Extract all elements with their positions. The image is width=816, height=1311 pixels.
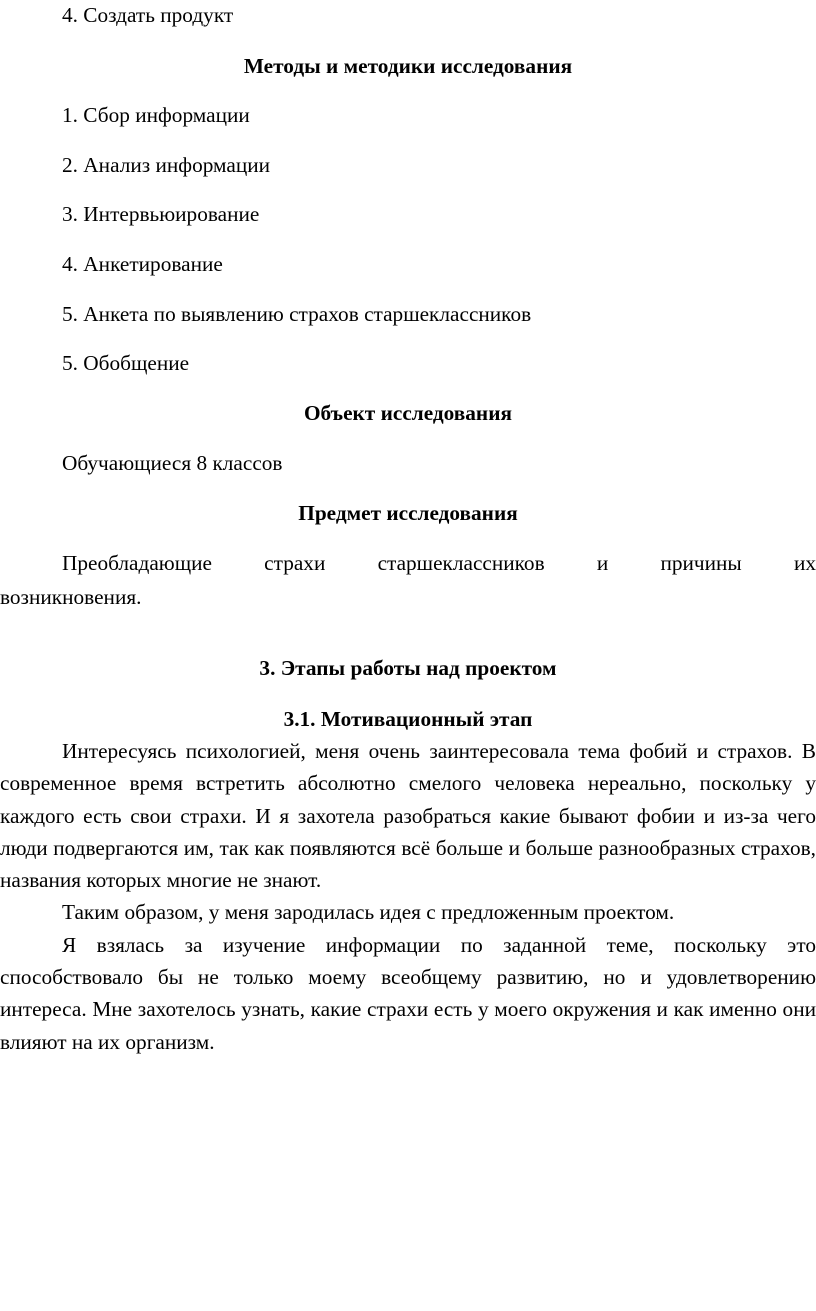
methods-item-5: 5. Анкета по выявлению страхов старшеклассников [62,302,532,326]
paragraph-motivation-2: Таким образом, у меня зародилась идея с предложенным проектом. [62,900,675,925]
section-3-1-heading: 3.1. Мотивационный этап [283,707,533,731]
object-text: Обучающиеся 8 классов [62,451,283,475]
goal-item-4: 4. Создать продукт [62,3,234,27]
methods-heading: Методы и методики исследования [243,54,573,78]
methods-item-1: 1. Сбор информации [62,103,250,127]
methods-item-6: 5. Обобщение [62,351,190,375]
methods-item-2: 2. Анализ информации [62,153,271,177]
object-heading: Объект исследования [303,401,512,425]
section-3-heading: 3. Этапы работы над проектом [259,656,557,680]
subject-text-line-1: Преобладающие страхи старшеклассников и причины их [62,551,816,575]
paragraph-motivation-1: Интересуясь психологией, меня очень заинтересовала тема фобий и страхов. В современное время встретить абсолютно смелого человека нереально, поскольку у каждого есть свои страхи. И я захотела разобраться какие бывают фобии и из-за чего люди подвергаются им, так как появляются всё больше и больше разнообразных страхов, названия которых многие не знают. [0,739,816,893]
paragraph-motivation-3: Я взялась за изучение информации по заданной теме, поскольку это способствовало бы не только моему всеобщему развитию, но и удовлетворению интереса. Мне захотелось узнать, какие страхи есть у моего окружения и как именно они влияют на их организм. [0,932,816,1054]
section-3-1-body [0,735,816,1058]
methods-item-4: 4. Анкетирование [62,252,223,276]
subject-heading: Предмет исследования [298,501,518,525]
methods-item-3: 3. Интервьюирование [62,202,260,226]
subject-text-line-2: возникновения. [0,585,142,609]
